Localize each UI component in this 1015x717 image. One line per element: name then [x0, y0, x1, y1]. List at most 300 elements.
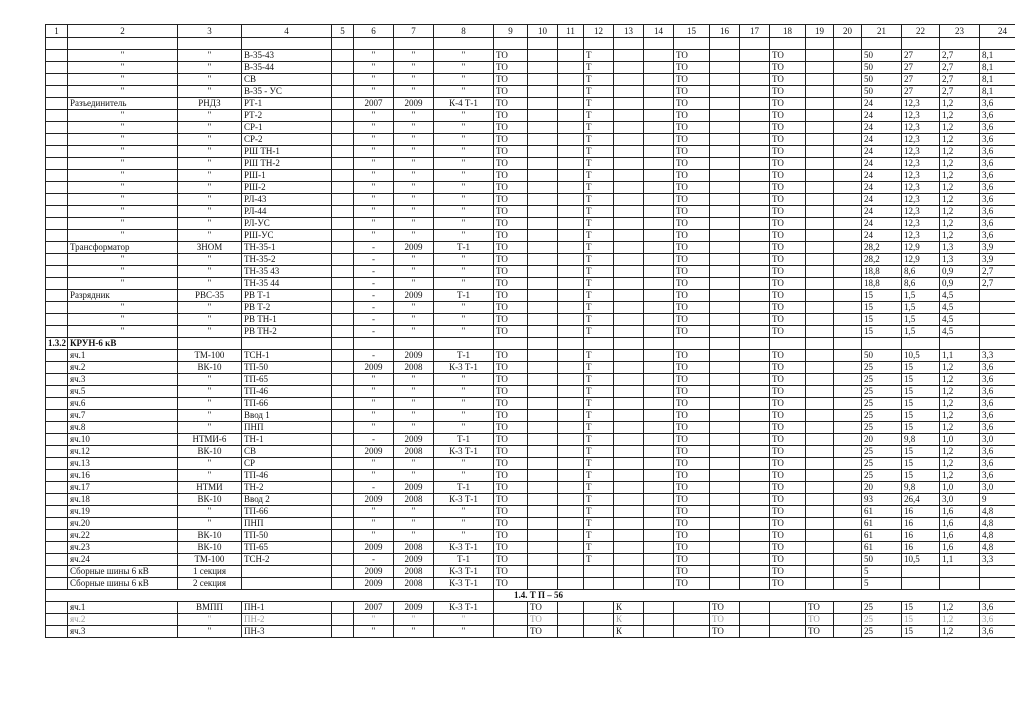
- table-cell: [644, 494, 674, 506]
- table-cell: [834, 542, 862, 554]
- table-cell: [644, 98, 674, 110]
- table-cell: ": [354, 458, 394, 470]
- table-cell: [710, 110, 740, 122]
- table-cell: ТСН-2: [242, 554, 332, 566]
- table-cell: [834, 494, 862, 506]
- table-cell: [644, 194, 674, 206]
- table-cell: [46, 290, 68, 302]
- table-cell: [528, 62, 558, 74]
- table-cell: [710, 578, 740, 590]
- table-cell: 24: [862, 158, 902, 170]
- table-cell: [46, 578, 68, 590]
- table-row: [46, 50, 1015, 62]
- table-cell: ": [68, 62, 178, 74]
- table-cell: ": [434, 182, 494, 194]
- table-cell: [584, 338, 614, 350]
- table-cell: [834, 470, 862, 482]
- table-row: [46, 230, 1015, 242]
- table-cell: [834, 314, 862, 326]
- table-cell: Т: [584, 542, 614, 554]
- table-cell: [332, 74, 354, 86]
- table-cell: [834, 350, 862, 362]
- table-cell: ТО: [770, 578, 806, 590]
- table-cell: 1,2: [940, 626, 980, 638]
- table-cell: ТН-35 44: [242, 278, 332, 290]
- table-cell: 8,1: [980, 74, 1015, 86]
- table-cell: [614, 338, 644, 350]
- table-cell: [46, 86, 68, 98]
- table-cell: ТО: [770, 194, 806, 206]
- table-cell: ТО: [770, 458, 806, 470]
- table-cell: 24: [862, 194, 902, 206]
- table-cell: 15: [902, 626, 940, 638]
- section-title: 1.4. Т П – 56: [494, 590, 1015, 602]
- table-cell: 2009: [394, 290, 434, 302]
- table-cell: 1,2: [940, 374, 980, 386]
- table-cell: Т: [584, 122, 614, 134]
- table-cell: [834, 398, 862, 410]
- table-cell: [710, 230, 740, 242]
- table-cell: ": [354, 170, 394, 182]
- table-cell: 3,6: [980, 458, 1015, 470]
- table-cell: ": [178, 518, 242, 530]
- table-cell: [740, 302, 770, 314]
- table-cell: 10,5: [902, 554, 940, 566]
- table-cell: [584, 38, 614, 50]
- table-cell: [806, 50, 834, 62]
- table-cell: [674, 338, 710, 350]
- table-cell: ТО: [674, 482, 710, 494]
- table-cell: [242, 578, 332, 590]
- table-cell: [614, 506, 644, 518]
- table-cell: [980, 566, 1015, 578]
- table-cell: [644, 50, 674, 62]
- table-cell: ": [178, 122, 242, 134]
- table-cell: 1,5: [902, 302, 940, 314]
- table-cell: [806, 386, 834, 398]
- table-cell: [770, 602, 806, 614]
- table-row: [46, 530, 1015, 542]
- table-cell: [528, 566, 558, 578]
- table-cell: [644, 242, 674, 254]
- table-cell: [644, 422, 674, 434]
- table-cell: 1,2: [940, 110, 980, 122]
- table-cell: Т: [584, 86, 614, 98]
- table-cell: яч.5: [68, 386, 178, 398]
- table-cell: [710, 182, 740, 194]
- table-cell: Т: [584, 482, 614, 494]
- table-cell: [710, 338, 740, 350]
- table-cell: [528, 134, 558, 146]
- table-cell: [614, 266, 644, 278]
- table-cell: ТО: [674, 230, 710, 242]
- table-cell: [332, 62, 354, 74]
- table-cell: [740, 98, 770, 110]
- table-cell: [980, 326, 1015, 338]
- table-cell: [644, 218, 674, 230]
- table-cell: [834, 506, 862, 518]
- table-cell: [806, 290, 834, 302]
- table-cell: ": [178, 218, 242, 230]
- table-cell: [528, 122, 558, 134]
- table-cell: Т: [584, 194, 614, 206]
- table-cell: [710, 170, 740, 182]
- table-cell: 3,6: [980, 206, 1015, 218]
- table-cell: [558, 494, 584, 506]
- table-cell: [644, 86, 674, 98]
- table-cell: ТО: [674, 74, 710, 86]
- table-cell: [558, 218, 584, 230]
- table-cell: [46, 422, 68, 434]
- table-cell: ТО: [674, 266, 710, 278]
- table-cell: РТ-1: [242, 98, 332, 110]
- table-cell: [528, 374, 558, 386]
- table-cell: [332, 494, 354, 506]
- table-cell: ": [354, 146, 394, 158]
- table-cell: ТО: [674, 530, 710, 542]
- table-cell: 15: [862, 326, 902, 338]
- table-cell: ": [68, 254, 178, 266]
- table-cell: ": [178, 62, 242, 74]
- table-cell: [740, 350, 770, 362]
- table-cell: ": [394, 314, 434, 326]
- table-cell: ": [434, 278, 494, 290]
- table-cell: [614, 350, 644, 362]
- table-cell: [806, 134, 834, 146]
- table-cell: -: [354, 302, 394, 314]
- table-cell: [806, 170, 834, 182]
- table-cell: [710, 326, 740, 338]
- table-cell: яч.20: [68, 518, 178, 530]
- table-cell: 8,1: [980, 86, 1015, 98]
- table-cell: 3,6: [980, 170, 1015, 182]
- table-cell: [332, 470, 354, 482]
- table-cell: яч.3: [68, 626, 178, 638]
- table-cell: Ввод 2: [242, 494, 332, 506]
- table-cell: ТО: [494, 374, 528, 386]
- table-cell: 16: [902, 542, 940, 554]
- table-cell: [494, 602, 528, 614]
- table-cell: ТО: [494, 206, 528, 218]
- table-cell: Т: [584, 134, 614, 146]
- table-cell: ТО: [674, 218, 710, 230]
- table-row: [46, 506, 1015, 518]
- table-cell: ТО: [494, 410, 528, 422]
- table-cell: ВК-10: [178, 446, 242, 458]
- table-cell: ТО: [494, 530, 528, 542]
- table-cell: 25: [862, 470, 902, 482]
- table-cell: 8,6: [902, 266, 940, 278]
- table-cell: 16: [902, 530, 940, 542]
- table-cell: яч.2: [68, 614, 178, 626]
- table-cell: ТО: [674, 518, 710, 530]
- table-cell: ": [178, 50, 242, 62]
- table-cell: 2008: [394, 542, 434, 554]
- table-cell: ТО: [710, 602, 740, 614]
- column-number: 24: [980, 25, 1015, 38]
- table-cell: 8,1: [980, 62, 1015, 74]
- table-cell: [740, 446, 770, 458]
- table-cell: 1,2: [940, 362, 980, 374]
- table-cell: [644, 146, 674, 158]
- table-cell: ": [354, 206, 394, 218]
- table-cell: 3,3: [980, 350, 1015, 362]
- table-cell: ТО: [674, 50, 710, 62]
- table-cell: ВК-10: [178, 494, 242, 506]
- table-cell: ТП-50: [242, 530, 332, 542]
- table-cell: [528, 302, 558, 314]
- table-cell: ТО: [494, 194, 528, 206]
- table-cell: ": [178, 422, 242, 434]
- table-cell: [558, 350, 584, 362]
- table-cell: ПН-3: [242, 626, 332, 638]
- table-cell: [46, 542, 68, 554]
- table-cell: ": [178, 158, 242, 170]
- table-cell: ": [68, 122, 178, 134]
- table-cell: 16: [902, 506, 940, 518]
- table-cell: 50: [862, 86, 902, 98]
- table-cell: [332, 542, 354, 554]
- table-cell: [834, 158, 862, 170]
- table-cell: [710, 542, 740, 554]
- table-cell: 2009: [394, 554, 434, 566]
- table-cell: [806, 302, 834, 314]
- table-cell: ПН-1: [242, 602, 332, 614]
- table-cell: ТО: [528, 614, 558, 626]
- table-cell: [740, 38, 770, 50]
- table-cell: 3,9: [980, 254, 1015, 266]
- table-cell: 2,7: [940, 62, 980, 74]
- table-cell: -: [354, 434, 394, 446]
- table-cell: 2009: [394, 98, 434, 110]
- table-cell: ТО: [494, 158, 528, 170]
- table-cell: 2,7: [940, 74, 980, 86]
- table-row: [46, 626, 1015, 638]
- table-cell: [740, 494, 770, 506]
- table-cell: ТО: [674, 386, 710, 398]
- table-cell: ": [434, 326, 494, 338]
- table-cell: ТО: [674, 422, 710, 434]
- table-cell: [46, 410, 68, 422]
- table-cell: 26,4: [902, 494, 940, 506]
- table-cell: СР: [242, 458, 332, 470]
- table-cell: [614, 182, 644, 194]
- table-cell: [614, 398, 644, 410]
- table-cell: Т: [584, 218, 614, 230]
- table-cell: 4,8: [980, 542, 1015, 554]
- table-cell: 4,8: [980, 506, 1015, 518]
- table-cell: [644, 206, 674, 218]
- table-row: [46, 410, 1015, 422]
- table-cell: Т: [584, 170, 614, 182]
- table-cell: -: [354, 290, 394, 302]
- table-cell: [558, 242, 584, 254]
- table-cell: -: [354, 482, 394, 494]
- table-cell: [584, 578, 614, 590]
- table-cell: [528, 338, 558, 350]
- table-cell: 1,5: [902, 290, 940, 302]
- table-cell: [740, 434, 770, 446]
- table-cell: ": [394, 422, 434, 434]
- table-cell: [834, 146, 862, 158]
- table-cell: ": [394, 326, 434, 338]
- table-cell: 1,6: [940, 530, 980, 542]
- table-cell: [332, 110, 354, 122]
- table-cell: ": [68, 182, 178, 194]
- table-cell: [528, 350, 558, 362]
- table-cell: РНДЗ: [178, 98, 242, 110]
- table-cell: [710, 62, 740, 74]
- table-cell: ТМ-100: [178, 350, 242, 362]
- table-cell: ТО: [674, 506, 710, 518]
- table-cell: [644, 326, 674, 338]
- table-cell: [494, 614, 528, 626]
- table-cell: ТО: [770, 50, 806, 62]
- table-row: [46, 206, 1015, 218]
- table-cell: 1,2: [940, 602, 980, 614]
- table-cell: ТО: [674, 398, 710, 410]
- table-cell: Т: [584, 314, 614, 326]
- table-cell: ": [394, 614, 434, 626]
- table-cell: ": [434, 518, 494, 530]
- table-cell: [834, 218, 862, 230]
- table-cell: В-35-43: [242, 50, 332, 62]
- table-cell: 2008: [394, 362, 434, 374]
- table-cell: ": [354, 470, 394, 482]
- table-cell: ТО: [770, 434, 806, 446]
- table-cell: 2008: [394, 494, 434, 506]
- table-cell: 8,1: [980, 50, 1015, 62]
- table-cell: 1,0: [940, 434, 980, 446]
- table-cell: 12,3: [902, 158, 940, 170]
- table-cell: [332, 350, 354, 362]
- table-cell: [740, 470, 770, 482]
- table-cell: ТО: [494, 74, 528, 86]
- table-cell: 3,6: [980, 194, 1015, 206]
- table-cell: яч.10: [68, 434, 178, 446]
- table-cell: [614, 422, 644, 434]
- table-cell: [806, 362, 834, 374]
- table-cell: [614, 86, 644, 98]
- section-heading: 1.3.2: [46, 338, 68, 350]
- table-cell: [770, 38, 806, 50]
- table-cell: [332, 410, 354, 422]
- table-cell: К-3 Т-1: [434, 566, 494, 578]
- table-cell: ТО: [674, 566, 710, 578]
- table-cell: [558, 338, 584, 350]
- table-cell: ТО: [770, 254, 806, 266]
- column-number: 17: [740, 25, 770, 38]
- table-cell: [740, 314, 770, 326]
- table-cell: [740, 266, 770, 278]
- table-cell: [584, 566, 614, 578]
- table-cell: ": [354, 74, 394, 86]
- table-row: [46, 182, 1015, 194]
- table-cell: [940, 566, 980, 578]
- table-cell: ТО: [770, 350, 806, 362]
- table-cell: [710, 518, 740, 530]
- table-cell: [614, 410, 644, 422]
- table-cell: ЗНОМ: [178, 242, 242, 254]
- table-cell: 1,2: [940, 194, 980, 206]
- table-cell: [332, 422, 354, 434]
- table-cell: [710, 206, 740, 218]
- table-cell: 28,2: [862, 254, 902, 266]
- table-cell: ТО: [770, 554, 806, 566]
- table-cell: 0,9: [940, 278, 980, 290]
- table-cell: 3,0: [980, 434, 1015, 446]
- table-cell: 50: [862, 554, 902, 566]
- table-cell: [558, 74, 584, 86]
- table-cell: 1,2: [940, 446, 980, 458]
- table-cell: ": [434, 266, 494, 278]
- table-cell: [46, 38, 68, 50]
- table-cell: ": [178, 194, 242, 206]
- table-cell: -: [354, 242, 394, 254]
- table-cell: [528, 86, 558, 98]
- table-cell: 12,3: [902, 110, 940, 122]
- table-cell: 8,6: [902, 278, 940, 290]
- table-cell: 24: [862, 122, 902, 134]
- table-cell: ": [434, 86, 494, 98]
- table-cell: ТО: [770, 422, 806, 434]
- table-cell: [710, 362, 740, 374]
- column-number: 6: [354, 25, 394, 38]
- table-cell: ": [394, 302, 434, 314]
- table-row: [46, 398, 1015, 410]
- table-cell: 0,9: [940, 266, 980, 278]
- table-cell: [558, 158, 584, 170]
- table-cell: [614, 446, 644, 458]
- table-cell: ТО: [494, 314, 528, 326]
- table-cell: 15: [862, 314, 902, 326]
- table-cell: [46, 278, 68, 290]
- table-row: [46, 86, 1015, 98]
- table-cell: [614, 386, 644, 398]
- table-cell: [558, 98, 584, 110]
- table-cell: ТО: [494, 566, 528, 578]
- table-cell: 2009: [354, 566, 394, 578]
- table-cell: [806, 446, 834, 458]
- table-cell: [644, 470, 674, 482]
- table-cell: [178, 338, 242, 350]
- table-cell: 3,6: [980, 422, 1015, 434]
- table-cell: РВС-35: [178, 290, 242, 302]
- table-cell: 1,2: [940, 410, 980, 422]
- table-cell: ": [434, 122, 494, 134]
- table-cell: [806, 578, 834, 590]
- table-cell: ": [354, 506, 394, 518]
- column-number: 3: [178, 25, 242, 38]
- table-cell: ТО: [770, 182, 806, 194]
- table-cell: ТО: [494, 266, 528, 278]
- table-cell: яч.2: [68, 362, 178, 374]
- table-cell: [710, 242, 740, 254]
- table-cell: [614, 242, 644, 254]
- table-cell: [46, 602, 68, 614]
- table-cell: 15: [902, 386, 940, 398]
- table-row: [46, 362, 1015, 374]
- table-cell: ": [434, 470, 494, 482]
- table-cell: ": [178, 146, 242, 158]
- table-cell: [740, 134, 770, 146]
- table-cell: 1,1: [940, 350, 980, 362]
- table-cell: ": [178, 374, 242, 386]
- table-cell: Разрядник: [68, 290, 178, 302]
- table-cell: ": [434, 410, 494, 422]
- table-cell: [834, 422, 862, 434]
- table-cell: -: [354, 314, 394, 326]
